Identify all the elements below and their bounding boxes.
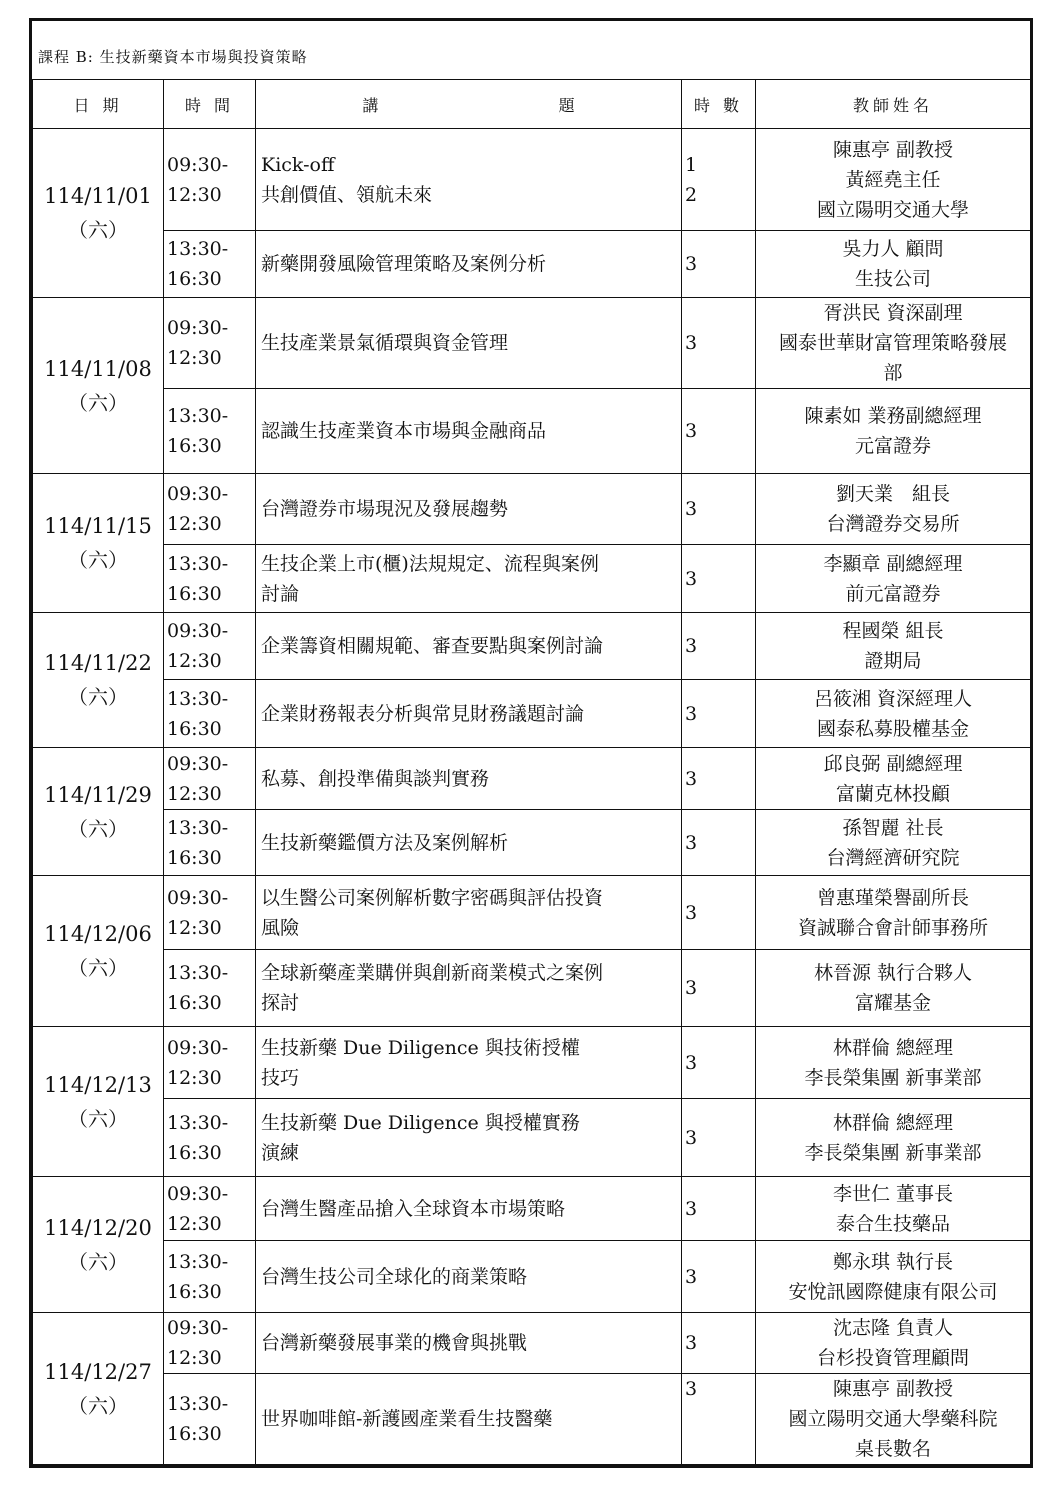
hours-value: 3 bbox=[685, 901, 698, 924]
teacher-line: 台杉投資管理顧問 bbox=[816, 1347, 969, 1369]
topic-cell bbox=[256, 680, 682, 748]
teacher-cell bbox=[756, 1313, 1031, 1374]
teacher-line: 國立陽明交通大學藥科院 bbox=[788, 1408, 998, 1430]
session-row bbox=[33, 1241, 1031, 1313]
topic-line: 生技新藥 Due Diligence 與授權實務 bbox=[261, 1111, 580, 1134]
topic-cell bbox=[256, 129, 682, 231]
date-cell bbox=[33, 1313, 164, 1465]
time-cell bbox=[164, 680, 256, 748]
teacher-line: 邱良弼 副總經理 bbox=[823, 752, 963, 775]
session-date: 114/11/22 bbox=[44, 651, 152, 675]
hours-cell bbox=[682, 876, 756, 950]
time-cell bbox=[164, 876, 256, 950]
session-weekday: （六） bbox=[68, 218, 128, 242]
course-sheet bbox=[29, 18, 1033, 1468]
topic-line: 台灣新藥發展事業的機會與挑戰 bbox=[261, 1332, 528, 1354]
teacher-cell bbox=[756, 1241, 1031, 1313]
time-line: 09:30- bbox=[167, 752, 229, 775]
topic-cell bbox=[256, 810, 682, 876]
topic-line: 新藥開發風險管理策略及案例分析 bbox=[261, 253, 547, 275]
topic-cell bbox=[256, 748, 682, 810]
hours-cell bbox=[682, 1313, 756, 1374]
teacher-line: 李顯章 副總經理 bbox=[823, 552, 963, 575]
session-weekday: （六） bbox=[68, 548, 128, 572]
topic-cell bbox=[256, 1027, 682, 1099]
time-cell bbox=[164, 231, 256, 298]
session-row bbox=[33, 876, 1031, 950]
teacher-line: 黃經堯主任 bbox=[845, 168, 941, 191]
date-cell bbox=[33, 1177, 164, 1313]
hours-cell bbox=[682, 231, 756, 298]
topic-line: 演練 bbox=[261, 1141, 300, 1164]
topic-cell bbox=[256, 474, 682, 545]
teacher-line: 孫智麗 社長 bbox=[842, 816, 944, 839]
time-line: 09:30- bbox=[167, 886, 229, 909]
topic-cell bbox=[256, 1241, 682, 1313]
teacher-cell bbox=[756, 680, 1031, 748]
topic-cell bbox=[256, 876, 682, 950]
topic-line: 生技企業上市(櫃)法規規定、流程與案例 bbox=[261, 552, 599, 575]
teacher-cell bbox=[756, 474, 1031, 545]
teacher-cell bbox=[756, 810, 1031, 876]
teacher-cell bbox=[756, 1177, 1031, 1241]
header-topic-a: 講 bbox=[362, 95, 379, 115]
session-row bbox=[33, 389, 1031, 474]
session-row bbox=[33, 1099, 1031, 1177]
session-row bbox=[33, 298, 1031, 389]
date-cell bbox=[33, 1027, 164, 1177]
teacher-line: 程國榮 組長 bbox=[842, 620, 944, 642]
time-line: 12:30 bbox=[167, 347, 222, 369]
session-row bbox=[33, 810, 1031, 876]
hours-value: 3 bbox=[685, 567, 698, 590]
teacher-cell bbox=[756, 129, 1031, 231]
teacher-cell bbox=[756, 231, 1031, 298]
session-row bbox=[33, 545, 1031, 613]
topic-line: 台灣生醫產品搶入全球資本市場策略 bbox=[261, 1197, 566, 1220]
time-line: 09:30- bbox=[167, 1036, 229, 1059]
topic-line: 生技新藥鑑價方法及案例解析 bbox=[261, 831, 509, 854]
session-weekday: （六） bbox=[68, 816, 128, 841]
time-line: 09:30- bbox=[167, 1317, 229, 1339]
session-row bbox=[33, 613, 1031, 680]
teacher-cell bbox=[756, 545, 1031, 613]
hours-value: 3 bbox=[685, 702, 698, 725]
hours-cell bbox=[682, 1241, 756, 1313]
teacher-line: 呂筱湘 資深經理人 bbox=[813, 687, 973, 710]
session-row bbox=[33, 474, 1031, 545]
teacher-line: 安悅訊國際健康有限公司 bbox=[788, 1280, 998, 1303]
time-cell bbox=[164, 810, 256, 876]
hours-cell bbox=[682, 613, 756, 680]
time-cell bbox=[164, 1241, 256, 1313]
teacher-line: 國泰私募股權基金 bbox=[816, 717, 969, 740]
time-line: 12:30 bbox=[167, 1212, 222, 1235]
time-line: 12:30 bbox=[167, 650, 222, 672]
session-weekday: （六） bbox=[68, 956, 128, 980]
hours-value: 2 bbox=[685, 183, 698, 206]
header-date: 日 期 bbox=[33, 80, 164, 129]
time-cell bbox=[164, 298, 256, 389]
topic-line: 台灣證券市場現況及發展趨勢 bbox=[261, 498, 509, 520]
session-row bbox=[33, 1374, 1031, 1465]
teacher-line: 國泰世華財富管理策略發展 bbox=[778, 332, 1007, 354]
date-cell bbox=[33, 474, 164, 613]
hours-cell bbox=[682, 810, 756, 876]
time-line: 13:30- bbox=[167, 552, 229, 575]
session-weekday: （六） bbox=[68, 1249, 128, 1274]
topic-line: 風險 bbox=[261, 916, 300, 939]
session-row bbox=[33, 129, 1031, 231]
time-line: 12:30 bbox=[167, 513, 222, 535]
teacher-line: 證期局 bbox=[864, 650, 922, 672]
hours-value: 3 bbox=[685, 1126, 698, 1149]
time-cell bbox=[164, 474, 256, 545]
topic-cell bbox=[256, 613, 682, 680]
time-line: 16:30 bbox=[167, 1423, 222, 1445]
session-weekday: （六） bbox=[68, 1393, 128, 1418]
teacher-cell bbox=[756, 1027, 1031, 1099]
topic-line: 技巧 bbox=[261, 1066, 300, 1089]
time-line: 16:30 bbox=[167, 717, 222, 740]
hours-value: 3 bbox=[685, 767, 698, 790]
time-line: 16:30 bbox=[167, 1280, 222, 1303]
teacher-line: 泰合生技藥品 bbox=[835, 1212, 950, 1235]
hours-value: 3 bbox=[685, 831, 698, 854]
topic-line: 生技產業景氣循環與資金管理 bbox=[261, 332, 509, 354]
hours-cell bbox=[682, 129, 756, 231]
teacher-line: 資誠聯合會計師事務所 bbox=[797, 916, 988, 939]
topic-cell bbox=[256, 389, 682, 474]
topic-line: 共創價值、領航未來 bbox=[261, 183, 433, 206]
hours-value: 3 bbox=[685, 1051, 698, 1074]
topic-line: 以生醫公司案例解析數字密碼與評估投資 bbox=[261, 886, 604, 909]
time-line: 16:30 bbox=[167, 1141, 222, 1164]
header-time: 時 間 bbox=[164, 80, 256, 129]
hours-cell bbox=[682, 1027, 756, 1099]
time-cell bbox=[164, 748, 256, 810]
date-cell bbox=[33, 748, 164, 876]
time-line: 12:30 bbox=[167, 183, 222, 206]
schedule-table bbox=[32, 79, 1031, 1465]
time-line: 12:30 bbox=[167, 782, 222, 805]
hours-cell bbox=[682, 474, 756, 545]
session-weekday: （六） bbox=[68, 1106, 128, 1131]
hours-cell bbox=[682, 680, 756, 748]
teacher-line: 林群倫 總經理 bbox=[832, 1036, 954, 1059]
teacher-line: 曾惠瑾榮譽副所長 bbox=[816, 886, 969, 909]
hours-cell bbox=[682, 389, 756, 474]
hours-value: 3 bbox=[685, 977, 698, 999]
session-weekday: （六） bbox=[68, 390, 128, 415]
topic-line: 探討 bbox=[261, 992, 300, 1014]
topic-line: 討論 bbox=[261, 582, 300, 605]
date-cell bbox=[33, 129, 164, 298]
session-date: 114/12/13 bbox=[44, 1072, 152, 1097]
session-row bbox=[33, 950, 1031, 1027]
teacher-cell bbox=[756, 1099, 1031, 1177]
teacher-line: 鄭永琪 執行長 bbox=[832, 1250, 954, 1273]
topic-cell bbox=[256, 1099, 682, 1177]
time-line: 13:30- bbox=[167, 405, 229, 427]
teacher-line: 生技公司 bbox=[854, 268, 931, 290]
date-cell bbox=[33, 298, 164, 474]
hours-cell bbox=[682, 1374, 756, 1465]
time-line: 16:30 bbox=[167, 268, 222, 290]
teacher-line: 富蘭克林投顧 bbox=[835, 782, 950, 805]
session-date: 114/11/08 bbox=[44, 356, 152, 381]
time-line: 13:30- bbox=[167, 1250, 229, 1273]
time-cell bbox=[164, 613, 256, 680]
header-topic-b: 題 bbox=[558, 95, 575, 115]
time-line: 09:30- bbox=[167, 317, 229, 339]
session-date: 114/11/15 bbox=[44, 514, 152, 538]
hours-value: 3 bbox=[685, 635, 698, 657]
teacher-line: 陳惠亭 副教授 bbox=[832, 1378, 954, 1400]
topic-cell bbox=[256, 545, 682, 613]
time-line: 13:30- bbox=[167, 238, 229, 260]
hours-value: 3 bbox=[685, 1265, 698, 1288]
session-date: 114/12/20 bbox=[44, 1215, 152, 1240]
teacher-line: 富耀基金 bbox=[854, 992, 931, 1014]
date-cell bbox=[33, 613, 164, 748]
time-cell bbox=[164, 389, 256, 474]
hours-cell bbox=[682, 1099, 756, 1177]
topic-cell bbox=[256, 1313, 682, 1374]
time-line: 16:30 bbox=[167, 992, 222, 1014]
hours-value: 3 bbox=[685, 498, 698, 520]
teacher-line: 李長榮集團 新事業部 bbox=[804, 1141, 982, 1164]
teacher-line: 台灣證券交易所 bbox=[826, 513, 960, 535]
teacher-line: 胥洪民 資深副理 bbox=[823, 302, 963, 324]
hours-value: 3 bbox=[685, 332, 698, 354]
topic-line: 私募、創投準備與談判實務 bbox=[261, 767, 490, 790]
hours-cell bbox=[682, 298, 756, 389]
session-row bbox=[33, 1027, 1031, 1099]
time-line: 13:30- bbox=[167, 1111, 229, 1134]
topic-cell bbox=[256, 298, 682, 389]
header-hours: 時 數 bbox=[682, 80, 756, 129]
course-title: 課程 B: 生技新藥資本市場與投資策略 bbox=[38, 48, 308, 66]
topic-line: 認識生技產業資本市場與金融商品 bbox=[261, 420, 547, 442]
teacher-line: 劉天業 組長 bbox=[835, 483, 950, 505]
hours-value: 3 bbox=[685, 1378, 698, 1400]
date-cell bbox=[33, 876, 164, 1027]
topic-line: 全球新藥產業購併與創新商業模式之案例 bbox=[261, 962, 604, 984]
hours-cell bbox=[682, 1177, 756, 1241]
teacher-line: 林群倫 總經理 bbox=[832, 1111, 954, 1134]
teacher-cell bbox=[756, 389, 1031, 474]
topic-line: 台灣生技公司全球化的商業策略 bbox=[261, 1265, 528, 1288]
teacher-line: 部 bbox=[883, 362, 903, 384]
teacher-line: 國立陽明交通大學 bbox=[816, 198, 969, 221]
teacher-line: 李世仁 董事長 bbox=[832, 1182, 954, 1205]
teacher-line: 桌長數名 bbox=[854, 1438, 931, 1460]
teacher-line: 台灣經濟研究院 bbox=[826, 846, 960, 869]
time-line: 16:30 bbox=[167, 435, 222, 457]
topic-cell bbox=[256, 950, 682, 1027]
topic-line: 世界咖啡館-新護國產業看生技醫藥 bbox=[261, 1408, 553, 1430]
time-line: 12:30 bbox=[167, 1347, 222, 1369]
time-line: 09:30- bbox=[167, 483, 229, 505]
time-cell bbox=[164, 1313, 256, 1374]
session-date: 114/12/06 bbox=[44, 922, 152, 946]
teacher-cell bbox=[756, 298, 1031, 389]
teacher-line: 陳惠亭 副教授 bbox=[832, 138, 954, 161]
teacher-cell bbox=[756, 748, 1031, 810]
session-weekday: （六） bbox=[68, 685, 128, 709]
topic-line: 企業籌資相關規範、審查要點與案例討論 bbox=[261, 635, 604, 657]
teacher-cell bbox=[756, 1374, 1031, 1465]
time-line: 09:30- bbox=[167, 153, 229, 176]
teacher-cell bbox=[756, 950, 1031, 1027]
teacher-cell bbox=[756, 613, 1031, 680]
session-date: 114/11/29 bbox=[44, 782, 152, 807]
schedule-body bbox=[33, 129, 1031, 1465]
teacher-line: 李長榮集團 新事業部 bbox=[804, 1066, 982, 1089]
session-row bbox=[33, 231, 1031, 298]
time-line: 12:30 bbox=[167, 916, 222, 939]
header-topic bbox=[256, 80, 682, 129]
time-line: 09:30- bbox=[167, 1182, 229, 1205]
hours-value: 3 bbox=[685, 1332, 698, 1354]
teacher-line: 元富證券 bbox=[854, 435, 931, 457]
teacher-line: 沈志隆 負責人 bbox=[832, 1317, 954, 1339]
time-cell bbox=[164, 1177, 256, 1241]
time-cell bbox=[164, 1099, 256, 1177]
time-cell bbox=[164, 545, 256, 613]
time-line: 12:30 bbox=[167, 1066, 222, 1089]
topic-cell bbox=[256, 1177, 682, 1241]
session-row bbox=[33, 1177, 1031, 1241]
time-line: 16:30 bbox=[167, 582, 222, 605]
session-date: 114/11/01 bbox=[44, 184, 152, 208]
teacher-cell bbox=[756, 876, 1031, 950]
session-row bbox=[33, 680, 1031, 748]
teacher-line: 陳素如 業務副總經理 bbox=[804, 405, 982, 427]
hours-cell bbox=[682, 545, 756, 613]
teacher-line: 吳力人 顧問 bbox=[842, 238, 944, 260]
topic-line: 企業財務報表分析與常見財務議題討論 bbox=[261, 702, 585, 725]
hours-cell bbox=[682, 748, 756, 810]
time-line: 13:30- bbox=[167, 1393, 229, 1415]
hours-value: 3 bbox=[685, 253, 698, 275]
session-row bbox=[33, 748, 1031, 810]
time-line: 16:30 bbox=[167, 846, 222, 869]
time-cell bbox=[164, 129, 256, 231]
time-line: 13:30- bbox=[167, 962, 229, 984]
time-cell bbox=[164, 950, 256, 1027]
time-line: 09:30- bbox=[167, 620, 229, 642]
hours-value: 3 bbox=[685, 1197, 698, 1220]
time-line: 13:30- bbox=[167, 816, 229, 839]
topic-line: Kick-off bbox=[261, 153, 335, 176]
topic-cell bbox=[256, 1374, 682, 1465]
hours-value: 1 bbox=[685, 153, 698, 176]
topic-cell bbox=[256, 231, 682, 298]
teacher-line: 林晉源 執行合夥人 bbox=[813, 962, 973, 984]
time-cell bbox=[164, 1027, 256, 1099]
time-cell bbox=[164, 1374, 256, 1465]
header-row bbox=[33, 80, 1031, 129]
hours-value: 3 bbox=[685, 420, 698, 442]
teacher-line: 前元富證券 bbox=[845, 582, 941, 605]
header-teacher: 教師姓名 bbox=[756, 80, 1031, 129]
time-line: 13:30- bbox=[167, 687, 229, 710]
topic-line: 生技新藥 Due Diligence 與技術授權 bbox=[261, 1036, 580, 1059]
session-date: 114/12/27 bbox=[44, 1359, 152, 1384]
hours-cell bbox=[682, 950, 756, 1027]
session-row bbox=[33, 1313, 1031, 1374]
